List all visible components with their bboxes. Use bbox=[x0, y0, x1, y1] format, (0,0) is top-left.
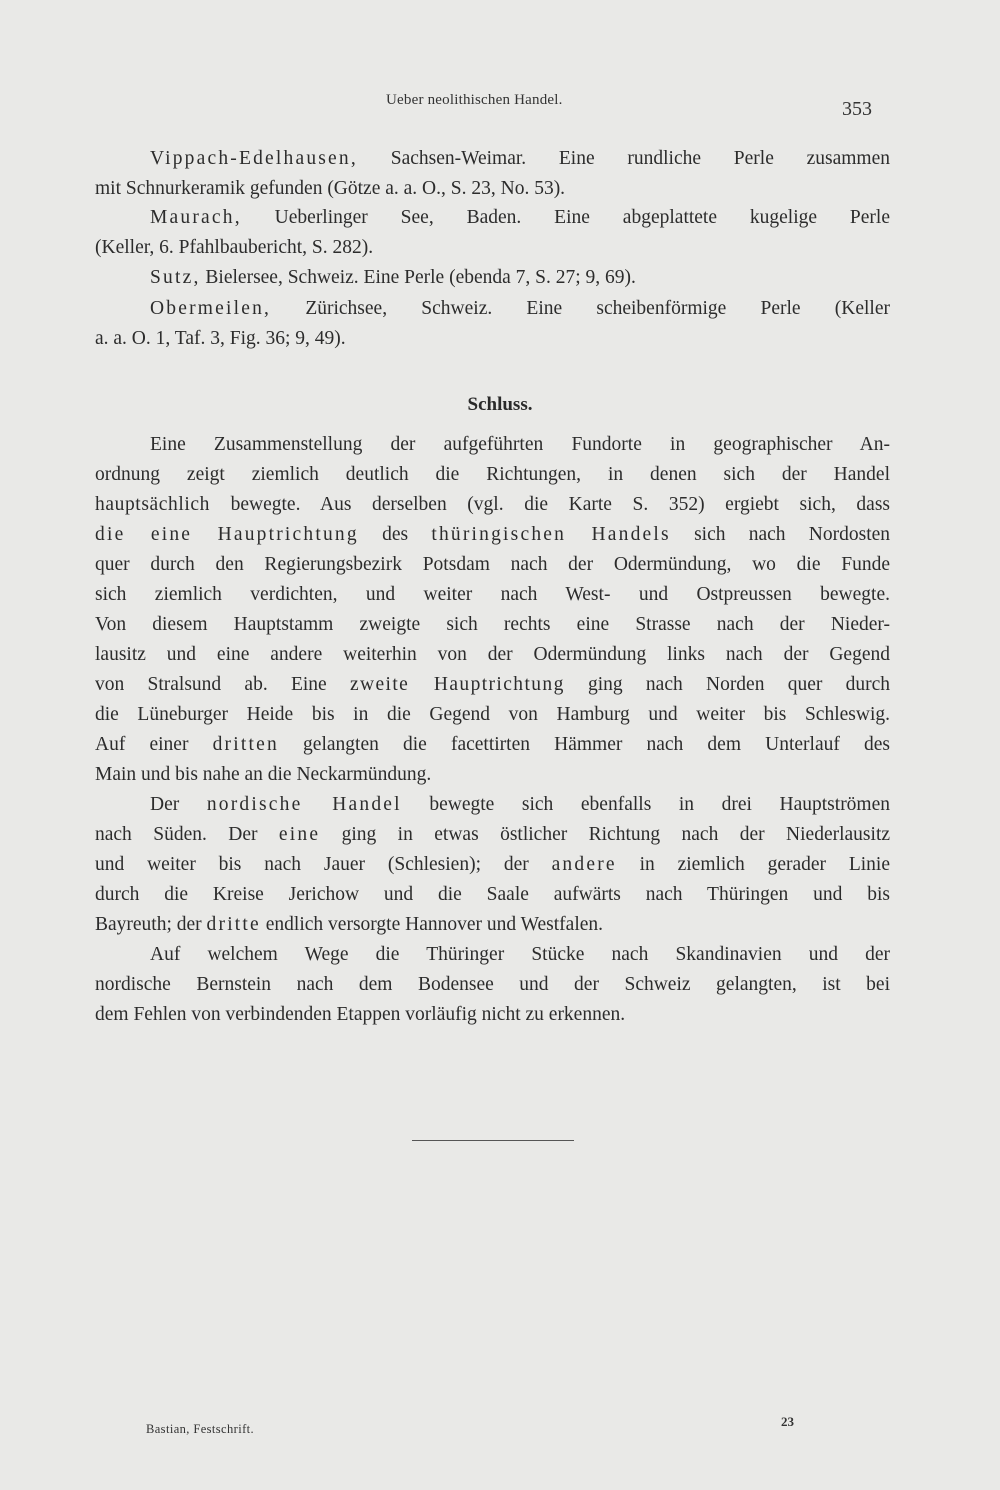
paragraph-1-line-9 bbox=[95, 670, 890, 700]
line-text: bewegte sich ebenfalls in drei Hauptströmen bbox=[429, 794, 891, 815]
entry-obermeilen-line-2: a. a. O. 1, Taf. 3, Fig. 36; 9, 49). bbox=[95, 328, 346, 349]
paragraph-3-line-1: Auf welchem Wege die Thüringer Stücke nach Skandinavien und der bbox=[150, 944, 890, 965]
spaced-text: dritte bbox=[206, 914, 261, 935]
paragraph-1-line-1: Eine Zusammenstellung der aufgeführten Fundorte in geographischer An- bbox=[150, 434, 890, 455]
footer-signature-note: Bastian, Festschrift. bbox=[146, 1422, 255, 1436]
paragraph-3-line-2: nordische Bernstein nach dem Bodensee und der Schweiz gelangten, ist bei bbox=[95, 974, 890, 995]
spaced-text: thüringischen Handels bbox=[431, 524, 671, 545]
line-text: nach Süden. Der bbox=[95, 824, 258, 845]
entry-vippach-line-1 bbox=[150, 144, 890, 174]
spaced-text: die eine Hauptrichtung bbox=[95, 524, 359, 545]
line-text: in ziemlich gerader Linie bbox=[639, 854, 891, 875]
page-number: 353 bbox=[842, 98, 872, 120]
paragraph-1-line-7: Von diesem Hauptstamm zweigte sich rechts eine Strasse nach der Nieder- bbox=[95, 614, 890, 635]
spaced-text: eine bbox=[278, 824, 321, 845]
printer-signature: 23 bbox=[781, 1414, 794, 1429]
entry-text: Sachsen-Weimar. Eine rundliche Perle zusammen bbox=[390, 148, 890, 169]
section-heading: Schluss. bbox=[467, 394, 533, 415]
line-text: Bayreuth; der bbox=[95, 914, 202, 935]
paragraph-2-line-2 bbox=[95, 820, 890, 850]
line-text: ging nach Norden quer durch bbox=[588, 674, 891, 695]
line-text: endlich versorgte Hannover und Westfalen. bbox=[265, 914, 604, 935]
entry-place: Maurach, bbox=[150, 207, 242, 228]
spaced-text: nordische Handel bbox=[206, 794, 402, 815]
entry-maurach-line-2: (Keller, 6. Pfahlbaubericht, S. 282). bbox=[95, 237, 374, 258]
entry-vippach-line-2: mit Schnurkeramik gefunden (Götze a. a. O., S. 23, No. 53). bbox=[95, 178, 566, 199]
running-head: Ueber neolithischen Handel. bbox=[386, 92, 563, 108]
line-text: Auf einer bbox=[95, 734, 189, 755]
spaced-text: zweite Hauptrichtung bbox=[349, 674, 565, 695]
spaced-text: dritten bbox=[212, 734, 279, 755]
paragraph-1-line-4 bbox=[95, 520, 890, 550]
paragraph-1-line-11 bbox=[95, 730, 890, 760]
paragraph-1-line-12: Main und bis nahe an die Neckarmündung. bbox=[95, 764, 432, 785]
paragraph-1-line-8: lausitz und eine andere weiterhin von der Odermündung links nach der Gegend bbox=[95, 644, 890, 665]
entry-text: Bielersee, Schweiz. Eine Perle (ebenda 7, S. 27; 9, 69). bbox=[205, 267, 636, 288]
paragraph-1-line-3 bbox=[95, 490, 890, 520]
line-text: ging in etwas östlicher Richtung nach der Niederlausitz bbox=[341, 824, 891, 845]
entry-maurach-line-1 bbox=[150, 203, 890, 233]
paragraph-1-line-10: die Lüneburger Heide bis in die Gegend von Hamburg und weiter bis Schleswig. bbox=[95, 704, 890, 725]
entry-sutz-line-1 bbox=[150, 263, 890, 293]
paragraph-2-line-1 bbox=[150, 790, 890, 820]
line-text: sich nach Nordosten bbox=[694, 524, 891, 545]
paragraph-1-line-6: sich ziemlich verdichten, und weiter nach West- und Ostpreussen bewegte. bbox=[95, 584, 890, 605]
paragraph-3-line-3: dem Fehlen von verbindenden Etappen vorläufig nicht zu erkennen. bbox=[95, 1004, 626, 1025]
line-text: von Stralsund ab. Eine bbox=[95, 674, 327, 695]
paragraph-2-line-3 bbox=[95, 850, 890, 880]
entry-obermeilen-line-1 bbox=[150, 294, 890, 324]
entry-text: Ueberlinger See, Baden. Eine abgeplattete kugelige Perle bbox=[274, 207, 890, 228]
entry-place: Sutz, bbox=[150, 267, 201, 288]
entry-place: Vippach-Edelhausen, bbox=[150, 148, 358, 169]
paragraph-1-line-5: quer durch den Regierungsbezirk Potsdam nach der Odermündung, wo die Funde bbox=[95, 554, 890, 575]
line-text: und weiter bis nach Jauer (Schlesien); der bbox=[95, 854, 529, 875]
spaced-text: andere bbox=[551, 854, 617, 875]
line-text: bewegte. Aus derselben (vgl. die Karte S. 352) ergiebt sich, dass bbox=[230, 494, 891, 515]
paragraph-1-line-2: ordnung zeigt ziemlich deutlich die Richtungen, in denen sich der Handel bbox=[95, 464, 890, 485]
entry-text: Zürichsee, Schweiz. Eine scheibenförmige Perle (Keller bbox=[305, 298, 890, 319]
entry-place: Obermeilen, bbox=[150, 298, 272, 319]
line-text: des bbox=[382, 524, 409, 545]
closing-rule bbox=[412, 1140, 574, 1141]
paragraph-2-line-5 bbox=[95, 910, 890, 940]
spaced-text: hauptsächlich bbox=[95, 494, 211, 515]
paragraph-2-line-4: durch die Kreise Jerichow und die Saale aufwärts nach Thüringen und bis bbox=[95, 884, 890, 905]
line-text: Der bbox=[150, 794, 180, 815]
line-text: gelangten die facettirten Hämmer nach dem Unterlauf des bbox=[303, 734, 890, 755]
